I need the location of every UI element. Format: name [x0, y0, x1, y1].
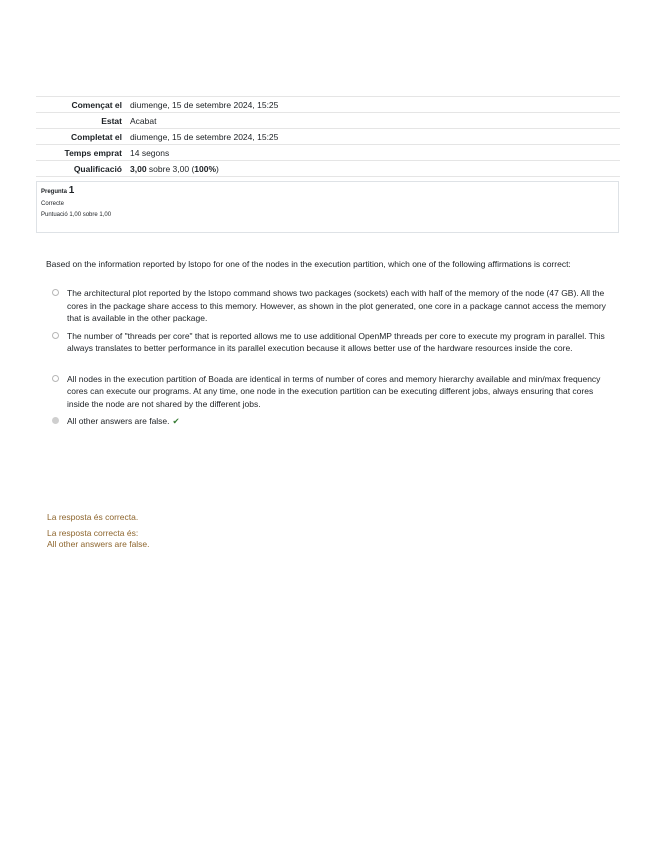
answer-option-c[interactable]: [52, 373, 608, 411]
summary-value: 14 segons: [126, 145, 620, 161]
radio-button[interactable]: [52, 332, 59, 339]
summary-row-completed: [36, 129, 620, 145]
answer-text: All nodes in the execution partition of Boada are identical in terms of number of cores and memory hierarchy available and min/max frequency cores can execute our programs. At any time, one node in the execution partition can be executing different jobs, always ensuring that cores inside the node are not shared by the different jobs.: [67, 373, 601, 409]
general-feedback: La resposta és correcta.: [47, 512, 139, 522]
right-answer-label: La resposta correcta és:: [47, 528, 139, 538]
radio-button-selected[interactable]: [52, 417, 59, 424]
answer-text: The number of "threads per core" that is reported allows me to use additional OpenMP threads per core to execute my program in parallel. This always translates to better performance in its parallel execution because it allows better use of the hardware resources inside the core.: [67, 330, 605, 353]
summary-value: diumenge, 15 de setembre 2024, 15:25: [126, 97, 620, 113]
right-answer-text: All other answers are false.: [47, 539, 150, 549]
summary-label: Començat el: [36, 97, 126, 113]
answer-label: All other answers are false.: [67, 416, 170, 426]
question-text: Based on the information reported by lstopo for one of the nodes in the execution partition, which one of the following affirmations is correct:: [46, 259, 571, 269]
question-state: Correcte: [41, 201, 65, 207]
radio-button[interactable]: [52, 375, 59, 382]
question-mark: Puntuació 1,00 sobre 1,00: [41, 212, 112, 218]
summary-label: Temps emprat: [36, 145, 126, 161]
answer-list: [52, 287, 608, 433]
answer-option-a[interactable]: [52, 287, 608, 325]
answer-option-d[interactable]: [52, 415, 608, 428]
answer-option-b[interactable]: [52, 330, 608, 355]
summary-row-state: [36, 113, 620, 129]
question-number-value: 1: [68, 185, 75, 196]
grade-out-of: sobre 3,00 (: [146, 163, 195, 174]
summary-row-grade: [36, 161, 620, 177]
quiz-summary-table: [36, 96, 620, 177]
grade-close: ): [216, 163, 219, 174]
summary-label: Completat el: [36, 129, 126, 145]
summary-value: diumenge, 15 de setembre 2024, 15:25: [126, 129, 620, 145]
summary-row-started: [36, 97, 620, 113]
question-number: [41, 185, 614, 196]
summary-value: [126, 161, 620, 177]
grade-score: 3,00: [130, 163, 147, 174]
summary-label: Estat: [36, 113, 126, 129]
summary-label: Qualificació: [36, 161, 126, 177]
question-info-box: [36, 181, 619, 233]
feedback-panel: [47, 512, 150, 550]
check-icon: ✔: [172, 416, 180, 426]
question-label: Pregunta: [41, 189, 68, 195]
summary-row-time-taken: [36, 145, 620, 161]
grade-percent: 100%: [194, 163, 217, 174]
radio-button[interactable]: [52, 289, 59, 296]
summary-value: Acabat: [126, 113, 620, 129]
answer-text: [67, 415, 608, 428]
answer-text: The architectural plot reported by the lstopo command shows two packages (sockets) each with half of the memory of the node (47 GB). All the cores in the package share access to this memory. However, as shown in the plot generated, one core in a package cannot access the memory that is available in the other package.: [67, 288, 606, 323]
